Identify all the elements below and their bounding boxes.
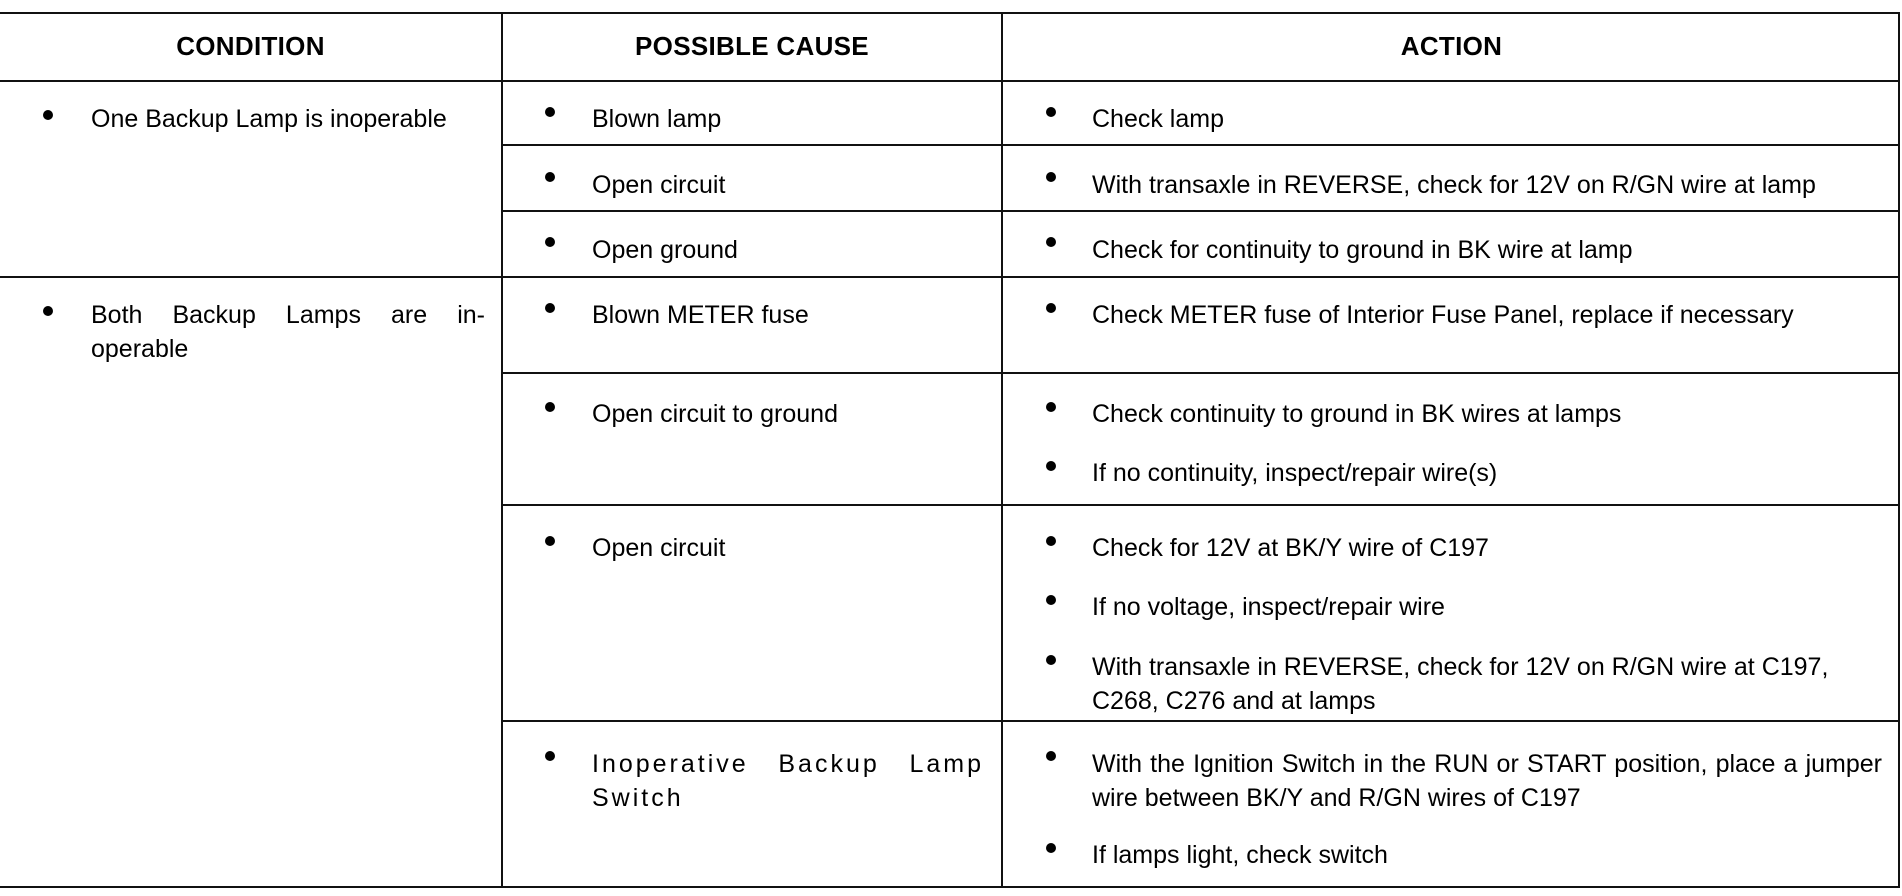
bullet-icon	[1046, 655, 1056, 665]
bullet-icon	[545, 303, 555, 313]
action-text: With the Ignition Switch in the RUN or START position, place a jumper wire between BK/Y and R/GN wires of C197	[1092, 750, 1882, 812]
cause-text: Blown METER fuse	[592, 301, 809, 329]
action-text: If lamps light, check switch	[1092, 841, 1388, 869]
action-text: Check METER fuse of Interior Fuse Panel, replace if necessary	[1092, 301, 1794, 329]
action-text: Check continuity to ground in BK wires at lamps	[1092, 400, 1622, 428]
bullet-icon	[545, 402, 555, 412]
bullet-icon	[1046, 536, 1056, 546]
cause-text: Blown lamp	[592, 105, 722, 133]
group-rule	[0, 276, 1900, 278]
cause-text: Open circuit	[592, 171, 726, 199]
condition-text: One Backup Lamp is inoperable	[91, 105, 447, 133]
bullet-icon	[43, 306, 53, 316]
bullet-icon	[545, 237, 555, 247]
action-text: Check lamp	[1092, 105, 1224, 133]
row-rule	[501, 210, 1900, 212]
header-possible-cause: POSSIBLE CAUSE	[635, 30, 869, 61]
action-text: If no voltage, inspect/repair wire	[1092, 593, 1445, 621]
bullet-icon	[545, 107, 555, 117]
header-condition: CONDITION	[176, 30, 325, 61]
row-rule	[501, 372, 1900, 374]
bullet-icon	[1046, 107, 1056, 117]
action-text: Check for continuity to ground in BK wire at lamp	[1092, 236, 1633, 264]
bullet-icon	[1046, 595, 1056, 605]
row-rule	[501, 504, 1900, 506]
cause-text: Open circuit	[592, 534, 726, 562]
bullet-icon	[1046, 751, 1056, 761]
cause-text: Inoperative Backup Lamp Switch	[592, 750, 984, 812]
bullet-icon	[545, 172, 555, 182]
condition-text: Both Backup Lamps are in-operable	[91, 301, 485, 363]
action-text: Check for 12V at BK/Y wire of C197	[1092, 534, 1489, 562]
action-text: With transaxle in REVERSE, check for 12V on R/GN wire at lamp	[1092, 171, 1816, 199]
bullet-icon	[545, 751, 555, 761]
bullet-icon	[1046, 843, 1056, 853]
header-action: ACTION	[1400, 30, 1503, 61]
row-rule	[501, 720, 1900, 722]
bullet-icon	[545, 536, 555, 546]
action-text: If no continuity, inspect/repair wire(s)	[1092, 459, 1498, 487]
header-rule	[0, 80, 1900, 82]
bullet-icon	[1046, 172, 1056, 182]
cause-text: Open circuit to ground	[592, 400, 838, 428]
cause-text: Open ground	[592, 236, 738, 264]
bullet-icon	[1046, 402, 1056, 412]
bullet-icon	[1046, 237, 1056, 247]
action-text: With transaxle in REVERSE, check for 12V on R/GN wire at C197, C268, C276 and at lamps	[1092, 653, 1829, 715]
bullet-icon	[1046, 303, 1056, 313]
bullet-icon	[43, 110, 53, 120]
bullet-icon	[1046, 461, 1056, 471]
row-rule	[501, 144, 1900, 146]
